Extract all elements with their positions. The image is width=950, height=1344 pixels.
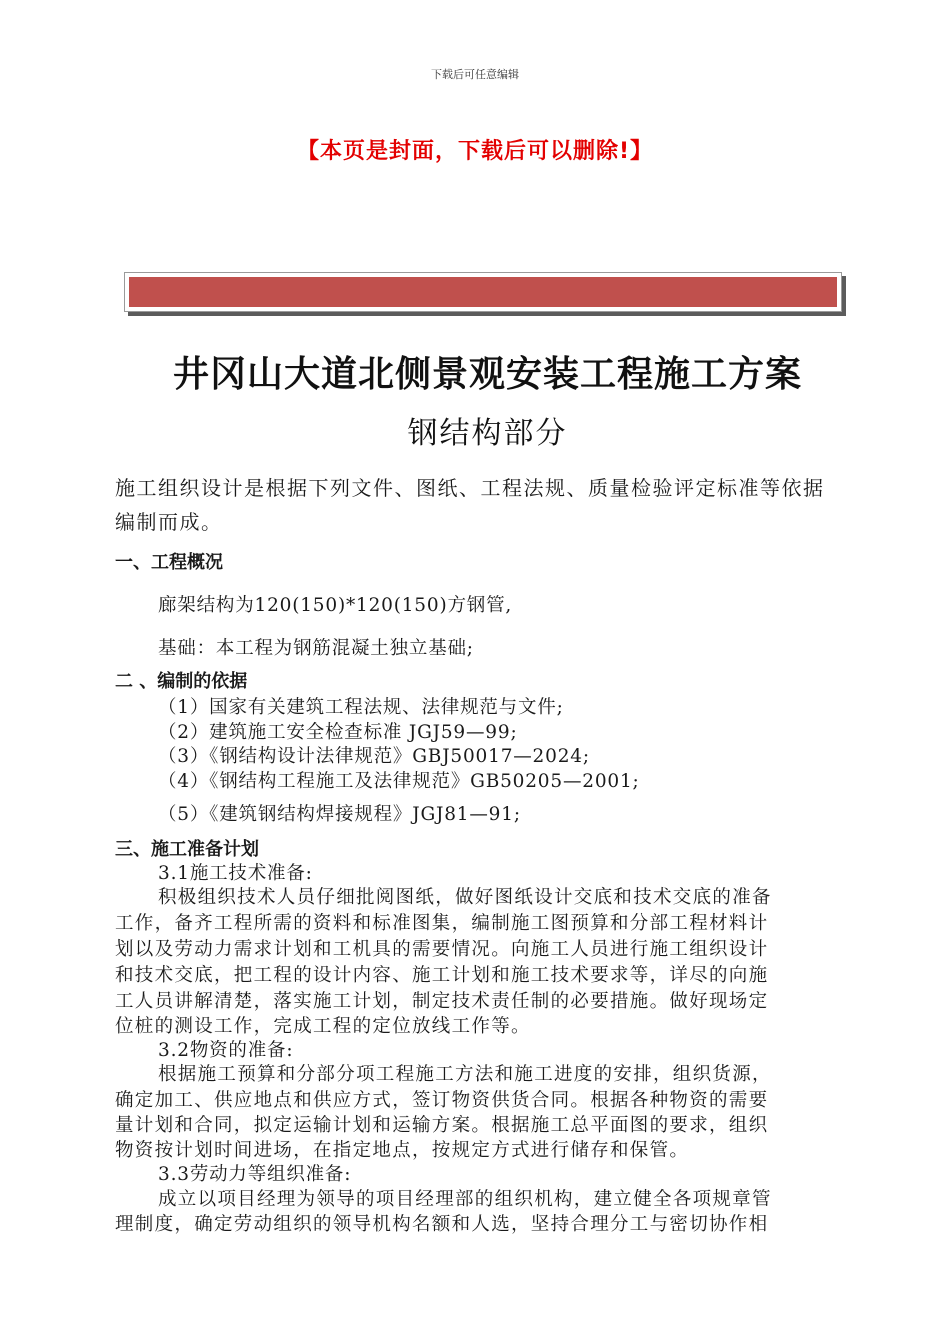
- body-line: 基础：本工程为钢筋混凝土独立基础;: [158, 638, 474, 659]
- body-line: 积极组织技术人员仔细批阅图纸，做好图纸设计交底和技术交底的准备: [158, 887, 772, 908]
- list-item: （2）建筑施工安全检查标准 JGJ59—99;: [158, 722, 518, 743]
- subsection-title: 3.2物资的准备:: [158, 1040, 294, 1061]
- decorative-banner: [124, 272, 842, 312]
- body-line: 确定加工、供应地点和供应方式，签订物资供货合同。根据各种物资的需要: [115, 1090, 769, 1111]
- section-heading: 一、工程概况: [115, 552, 223, 573]
- document-subtitle: 钢结构部分: [407, 416, 568, 451]
- body-line: 和技术交底，把工程的设计内容、施工计划和施工技术要求等，详尽的向施: [115, 965, 769, 986]
- subsection-title: 3.3劳动力等组织准备:: [158, 1164, 352, 1185]
- list-item: （5）《建筑钢结构焊接规程》JGJ81—91;: [158, 804, 521, 825]
- body-line: 物资按计划时间进场，在指定地点，按规定方式进行储存和保管。: [115, 1140, 690, 1161]
- body-line: 工作，备齐工程所需的资料和标准图集，编制施工图预算和分部工程材料计: [115, 913, 769, 934]
- document-title: 井冈山大道北侧景观安装工程施工方案: [172, 354, 802, 395]
- list-item: （1）国家有关建筑工程法规、法律规范与文件;: [158, 697, 564, 718]
- list-item: （3）《钢结构设计法律规范》GBJ50017—2024;: [158, 746, 590, 767]
- cover-notice: 【本页是封面，下载后可以删除!】: [296, 139, 654, 164]
- body-line: 量计划和合同，拟定运输计划和运输方案。根据施工总平面图的要求，组织: [115, 1115, 769, 1136]
- body-line: 工人员讲解清楚，落实施工计划，制定技术责任制的必要措施。做好现场定: [115, 991, 769, 1012]
- body-line: 位桩的测设工作，完成工程的定位放线工作等。: [115, 1016, 531, 1037]
- body-line: 成立以项目经理为领导的项目经理部的组织机构，建立健全各项规章管: [158, 1189, 772, 1210]
- body-line: 廊架结构为120(150)*120(150)方钢管,: [158, 595, 513, 616]
- body-line: 理制度，确定劳动组织的领导机构名额和人选，坚持合理分工与密切协作相: [115, 1214, 769, 1235]
- body-line: 根据施工预算和分部分项工程施工方法和施工进度的安排，组织货源，: [158, 1064, 772, 1085]
- page-header-note: 下载后可任意编辑: [431, 68, 519, 81]
- intro-line: 编制而成。: [115, 510, 223, 534]
- intro-line: 施工组织设计是根据下列文件、图纸、工程法规、质量检验评定标准等依据: [115, 476, 825, 500]
- section-heading: 二 、编制的依据: [115, 671, 248, 692]
- list-item: （4）《钢结构工程施工及法律规范》GB50205—2001;: [158, 771, 640, 792]
- banner-bar: [129, 277, 837, 307]
- section-heading: 三、施工准备计划: [115, 839, 259, 860]
- subsection-title: 3.1施工技术准备:: [158, 863, 313, 884]
- body-line: 划以及劳动力需求计划和工机具的需要情况。向施工人员进行施工组织设计: [115, 939, 769, 960]
